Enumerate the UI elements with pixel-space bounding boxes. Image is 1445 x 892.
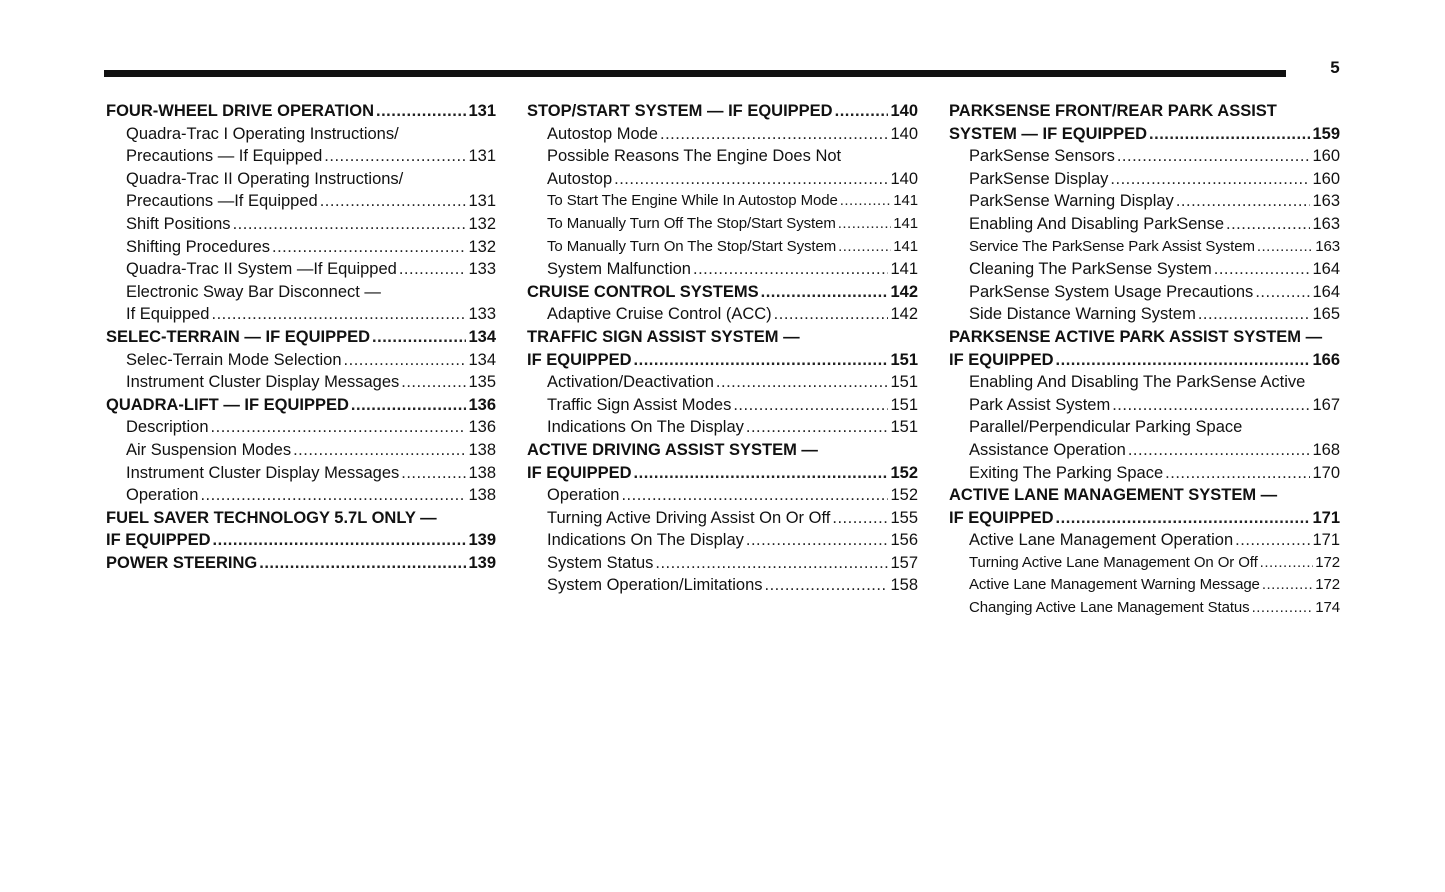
dot-leader <box>1252 597 1314 620</box>
dot-leader <box>1235 529 1310 552</box>
dot-leader <box>634 349 889 372</box>
dot-leader <box>693 258 888 281</box>
toc-entry-title: Air Suspension Modes <box>126 440 292 459</box>
toc-entry-title: Autostop Mode <box>547 124 658 143</box>
toc-entry[interactable] <box>949 213 1340 236</box>
dot-leader <box>401 462 466 485</box>
toc-entry-title: Side Distance Warning System <box>969 305 1196 324</box>
toc-page-number: 138 <box>468 486 496 505</box>
toc-page-number: 142 <box>890 305 918 324</box>
toc-heading[interactable] <box>106 529 496 552</box>
toc-entry-title: Adaptive Cruise Control (ACC) <box>547 305 772 324</box>
toc-entry-title: Description <box>126 418 209 437</box>
dot-leader <box>1128 439 1311 462</box>
toc-page-number: 159 <box>1312 124 1340 143</box>
dot-leader <box>838 213 892 236</box>
toc-entry-title: Shift Positions <box>126 214 231 233</box>
toc-entry-title: IF EQUIPPED <box>949 508 1054 527</box>
toc-page-number: 160 <box>1312 169 1340 188</box>
toc-page-number: 172 <box>1315 553 1340 571</box>
toc-entry[interactable] <box>527 574 918 597</box>
toc-entry[interactable] <box>949 303 1340 326</box>
dot-leader <box>233 213 467 236</box>
toc-heading[interactable] <box>949 100 1340 123</box>
toc-entry[interactable] <box>106 462 496 485</box>
toc-heading[interactable] <box>527 326 918 349</box>
toc-entry[interactable] <box>106 281 496 304</box>
toc-page-number: 132 <box>468 214 496 233</box>
dot-leader <box>372 326 466 349</box>
toc-heading[interactable] <box>527 100 918 123</box>
toc-page-number: 163 <box>1312 214 1340 233</box>
toc-page-number: 133 <box>468 305 496 324</box>
toc-entry[interactable] <box>527 394 918 417</box>
toc-entry[interactable] <box>949 552 1340 575</box>
toc-entry-title: STOP/START SYSTEM — IF EQUIPPED <box>527 102 833 120</box>
toc-entry-title: Turning Active Driving Assist On Or Off <box>547 508 831 527</box>
toc-entry-title: Selec-Terrain Mode Selection <box>126 350 342 369</box>
toc-page-number: 156 <box>890 531 918 550</box>
dot-leader <box>293 439 466 462</box>
toc-entry[interactable] <box>949 529 1340 552</box>
toc-entry[interactable] <box>106 371 496 394</box>
toc-entry-title: Possible Reasons The Engine Does Not <box>547 147 842 166</box>
dot-leader <box>1176 190 1311 213</box>
toc-entry-title: ParkSense Display <box>969 169 1109 188</box>
toc-entry-title: Shifting Procedures <box>126 237 270 256</box>
dot-leader <box>1255 281 1310 304</box>
dot-leader <box>774 303 889 326</box>
toc-entry[interactable] <box>949 597 1340 620</box>
toc-entry[interactable] <box>106 213 496 236</box>
toc-entry[interactable] <box>106 236 496 259</box>
dot-leader <box>655 552 888 575</box>
dot-leader <box>1257 236 1313 259</box>
toc-entry[interactable] <box>106 349 496 372</box>
toc-entry[interactable] <box>949 394 1340 417</box>
toc-entry-title: Quadra-Trac II System —If Equipped <box>126 260 397 279</box>
dot-leader <box>401 371 466 394</box>
toc-entry-title: IF EQUIPPED <box>527 463 632 482</box>
toc-entry[interactable] <box>949 462 1340 485</box>
toc-entry-title: System Malfunction <box>547 260 691 279</box>
dot-leader <box>614 168 888 191</box>
toc-entry[interactable] <box>106 258 496 281</box>
dot-leader <box>399 258 467 281</box>
toc-page-number: 142 <box>890 282 918 301</box>
toc-heading[interactable] <box>949 484 1340 507</box>
toc-entry-title: ParkSense Sensors <box>969 147 1115 166</box>
toc-page-number: 152 <box>890 463 918 482</box>
dot-leader <box>840 190 892 213</box>
toc-page-number: 139 <box>468 553 496 572</box>
toc-entry[interactable] <box>106 484 496 507</box>
toc-entry-title: Exiting The Parking Space <box>969 463 1164 482</box>
toc-entry[interactable] <box>527 213 918 236</box>
toc-page-number: 134 <box>468 350 496 369</box>
toc-entry-title: ACTIVE LANE MANAGEMENT SYSTEM — <box>949 486 1278 505</box>
toc-page-number: 164 <box>1312 260 1340 279</box>
toc-page-number: 171 <box>1312 531 1340 550</box>
dot-leader <box>1226 213 1310 236</box>
toc-entry-title: Precautions —If Equipped <box>126 192 318 211</box>
toc-page-number: 136 <box>468 418 496 437</box>
toc-entry-title: Quadra-Trac II Operating Instructions/ <box>126 169 404 188</box>
toc-heading[interactable] <box>106 326 496 349</box>
dot-leader <box>200 484 466 507</box>
toc-page-number: 172 <box>1315 576 1340 594</box>
toc-heading[interactable] <box>527 281 918 304</box>
toc-entry[interactable] <box>949 190 1340 213</box>
dot-leader <box>1112 394 1310 417</box>
toc-entry-title: CRUISE CONTROL SYSTEMS <box>527 282 759 301</box>
toc-entry-title: POWER STEERING <box>106 553 258 572</box>
toc-heading[interactable] <box>527 349 918 372</box>
toc-entry-title: If Equipped <box>126 305 210 324</box>
dot-leader <box>838 236 891 259</box>
toc-entry-title: SYSTEM — IF EQUIPPED <box>949 124 1148 143</box>
dot-leader <box>351 394 467 417</box>
dot-leader <box>1056 507 1311 530</box>
toc-entry-title: QUADRA-LIFT — IF EQUIPPED <box>106 395 349 414</box>
toc-entry-title: Traffic Sign Assist Modes <box>547 395 732 414</box>
toc-page-number: 151 <box>890 350 918 369</box>
dot-leader <box>1110 168 1310 191</box>
toc-page-number: 151 <box>890 418 918 437</box>
toc-page-number: 138 <box>468 440 496 459</box>
dot-leader <box>1198 303 1311 326</box>
dot-leader <box>211 303 466 326</box>
toc-page-number: 155 <box>890 508 918 527</box>
toc-entry[interactable] <box>949 168 1340 191</box>
toc-entry-title: Instrument Cluster Display Messages <box>126 373 400 392</box>
toc-entry[interactable] <box>527 529 918 552</box>
toc-page-number: 141 <box>893 237 918 255</box>
toc-entry[interactable] <box>106 145 496 168</box>
toc-entry[interactable] <box>527 236 918 259</box>
toc-page-number: 170 <box>1312 463 1340 482</box>
toc-entry-title: To Manually Turn Off The Stop/Start System <box>547 214 836 232</box>
toc-entry-title: Enabling And Disabling ParkSense <box>969 214 1225 233</box>
toc-heading[interactable] <box>949 507 1340 530</box>
toc-entry[interactable] <box>949 439 1340 462</box>
toc-column-2 <box>527 100 918 597</box>
dot-leader <box>1260 552 1314 575</box>
toc-entry-title: SELEC-TERRAIN — IF EQUIPPED <box>106 327 371 346</box>
page-number: 5 <box>1330 58 1340 77</box>
toc-entry[interactable] <box>106 416 496 439</box>
dot-leader <box>835 100 889 123</box>
toc-page-number: 151 <box>890 395 918 414</box>
toc-page-number: 135 <box>468 373 496 392</box>
toc-entry[interactable] <box>106 439 496 462</box>
toc-heading[interactable] <box>527 462 918 485</box>
toc-entry-title: Active Lane Management Warning Message <box>969 576 1260 594</box>
toc-entry-title: Autostop <box>547 169 613 188</box>
dot-leader <box>213 529 467 552</box>
toc-entry-title: Cleaning The ParkSense System <box>969 260 1212 279</box>
toc-page-number: 151 <box>890 373 918 392</box>
dot-leader <box>746 416 889 439</box>
toc-entry[interactable] <box>949 574 1340 597</box>
toc-entry-title: Precautions — If Equipped <box>126 147 323 166</box>
toc-entry-title: Park Assist System <box>969 395 1111 414</box>
toc-page-number: 140 <box>890 169 918 188</box>
toc-entry-title: System Operation/Limitations <box>547 576 763 595</box>
toc-page-number: 157 <box>890 553 918 572</box>
toc-heading[interactable] <box>106 100 496 123</box>
dot-leader <box>660 123 888 146</box>
toc-page-number: 132 <box>468 237 496 256</box>
toc-page-number: 160 <box>1312 147 1340 166</box>
toc-entry-title: ACTIVE DRIVING ASSIST SYSTEM — <box>527 440 818 459</box>
toc-entry[interactable] <box>527 416 918 439</box>
toc-page-number: 163 <box>1315 237 1340 255</box>
toc-entry[interactable] <box>949 236 1340 259</box>
toc-entry-title: To Start The Engine While In Autostop Mode <box>547 192 838 210</box>
toc-entry[interactable] <box>106 190 496 213</box>
toc-entry-title: To Manually Turn On The Stop/Start System <box>547 237 837 255</box>
toc-entry[interactable] <box>527 145 918 168</box>
toc-heading[interactable] <box>106 394 496 417</box>
toc-entry-title: Changing Active Lane Management Status <box>969 599 1250 617</box>
toc-entry-title: System Status <box>547 553 654 572</box>
toc-entry-title: FUEL SAVER TECHNOLOGY 5.7L ONLY — <box>106 508 437 527</box>
toc-page-number: 133 <box>468 260 496 279</box>
toc-entry-title: Instrument Cluster Display Messages <box>126 463 400 482</box>
toc-entry-title: Indications On The Display <box>547 531 744 550</box>
dot-leader <box>1117 145 1311 168</box>
toc-page-number: 152 <box>890 486 918 505</box>
toc-column-3 <box>949 100 1340 620</box>
toc-page-number: 165 <box>1312 305 1340 324</box>
toc-page-number: 163 <box>1312 192 1340 211</box>
toc-entry-title: Enabling And Disabling The ParkSense Active <box>969 373 1306 392</box>
toc-page-number: 131 <box>468 102 496 120</box>
dot-leader <box>324 145 466 168</box>
dot-leader <box>320 190 467 213</box>
toc-page-number: 141 <box>893 214 918 232</box>
toc-entry[interactable] <box>106 303 496 326</box>
toc-entry[interactable] <box>527 123 918 146</box>
toc-page-number: 166 <box>1312 350 1340 369</box>
dot-leader <box>1214 258 1311 281</box>
toc-page-number: 174 <box>1315 599 1340 617</box>
toc-page-number: 140 <box>890 102 918 120</box>
dot-leader <box>344 349 467 372</box>
toc-entry-title: Active Lane Management Operation <box>969 531 1234 550</box>
toc-page-number: 141 <box>890 260 918 279</box>
toc-heading[interactable] <box>949 326 1340 349</box>
toc-entry-title: Indications On The Display <box>547 418 744 437</box>
toc-entry-title: ParkSense Warning Display <box>969 192 1174 211</box>
toc-entry[interactable] <box>527 190 918 213</box>
dot-leader <box>746 529 889 552</box>
dot-leader <box>733 394 888 417</box>
dot-leader <box>376 100 466 123</box>
toc-entry-title: Parallel/Perpendicular Parking Space <box>969 418 1243 437</box>
toc-entry-title: IF EQUIPPED <box>527 350 632 369</box>
toc-entry[interactable] <box>527 303 918 326</box>
toc-heading[interactable] <box>527 439 918 462</box>
toc-page-number: 138 <box>468 463 496 482</box>
dot-leader <box>761 281 889 304</box>
toc-entry-title: Operation <box>126 486 199 505</box>
toc-entry-title: IF EQUIPPED <box>106 531 211 550</box>
toc-entry-title: FOUR-WHEEL DRIVE OPERATION <box>106 102 374 120</box>
toc-entry[interactable] <box>527 371 918 394</box>
toc-column-1 <box>106 100 496 574</box>
toc-entry[interactable] <box>527 552 918 575</box>
dot-leader <box>1149 123 1310 146</box>
toc-entry-title: Operation <box>547 486 620 505</box>
toc-entry-title: Service The ParkSense Park Assist System <box>969 237 1255 255</box>
dot-leader <box>272 236 466 259</box>
toc-page-number: 131 <box>468 147 496 166</box>
toc-page-number: 139 <box>468 531 496 550</box>
toc-entry[interactable] <box>527 507 918 530</box>
toc-entry[interactable] <box>527 484 918 507</box>
toc-page-number: 134 <box>468 327 496 346</box>
toc-heading[interactable] <box>949 349 1340 372</box>
toc-entry[interactable] <box>949 281 1340 304</box>
toc-entry[interactable] <box>527 258 918 281</box>
header-rule <box>104 70 1286 77</box>
toc-page-number: 158 <box>890 576 918 595</box>
toc-entry-title: TRAFFIC SIGN ASSIST SYSTEM — <box>527 327 800 346</box>
dot-leader <box>1056 349 1311 372</box>
toc-entry[interactable] <box>949 258 1340 281</box>
toc-page-number: 131 <box>468 192 496 211</box>
toc-entry-title: Activation/Deactivation <box>547 373 714 392</box>
toc-heading[interactable] <box>106 552 496 575</box>
toc-entry-title: PARKSENSE FRONT/REAR PARK ASSIST <box>949 102 1277 120</box>
dot-leader <box>716 371 889 394</box>
dot-leader <box>259 552 466 575</box>
dot-leader <box>621 484 888 507</box>
dot-leader <box>1165 462 1310 485</box>
toc-entry[interactable] <box>106 168 496 191</box>
toc-page-number: 168 <box>1312 440 1340 459</box>
toc-entry-title: Assistance Operation <box>969 440 1126 459</box>
toc-entry-title: ParkSense System Usage Precautions <box>969 282 1254 301</box>
toc-entry-title: Quadra-Trac I Operating Instructions/ <box>126 124 399 143</box>
dot-leader <box>765 574 889 597</box>
toc-entry-title: Electronic Sway Bar Disconnect — <box>126 282 381 301</box>
toc-entry-title: IF EQUIPPED <box>949 350 1054 369</box>
toc-entry[interactable] <box>949 371 1340 394</box>
toc-entry[interactable] <box>949 416 1340 439</box>
toc-page-number: 136 <box>468 395 496 414</box>
toc-heading[interactable] <box>949 123 1340 146</box>
toc-entry-title: PARKSENSE ACTIVE PARK ASSIST SYSTEM — <box>949 327 1323 346</box>
dot-leader <box>634 462 889 485</box>
toc-page-number: 167 <box>1312 395 1340 414</box>
toc-entry-title: Turning Active Lane Management On Or Off <box>969 553 1258 571</box>
toc-page-number: 141 <box>893 192 918 210</box>
toc-page-number: 140 <box>890 124 918 143</box>
toc-entry[interactable] <box>949 145 1340 168</box>
toc-entry[interactable] <box>106 123 496 146</box>
dot-leader <box>832 507 888 530</box>
dot-leader <box>1262 574 1313 597</box>
toc-page-number: 171 <box>1312 508 1340 527</box>
toc-heading[interactable] <box>106 507 496 530</box>
toc-page-number: 164 <box>1312 282 1340 301</box>
toc-entry[interactable] <box>527 168 918 191</box>
dot-leader <box>211 416 467 439</box>
